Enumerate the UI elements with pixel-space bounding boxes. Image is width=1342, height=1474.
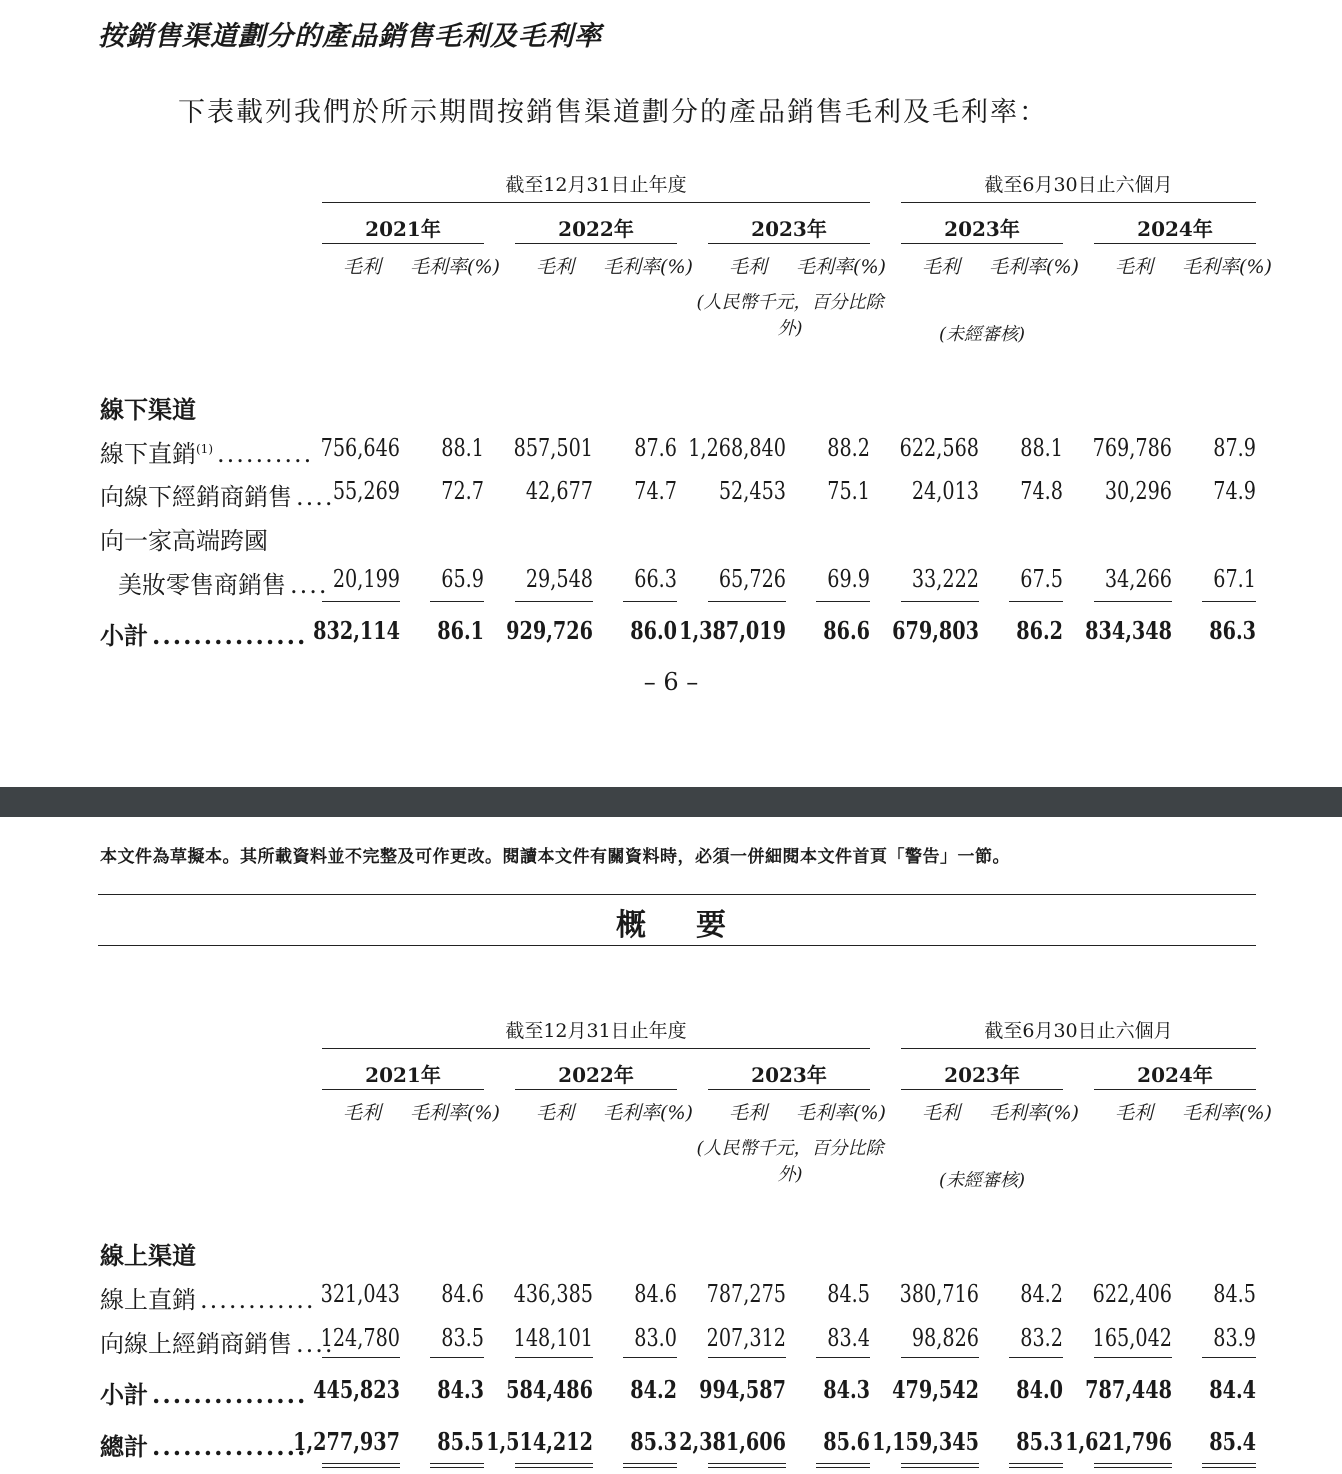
profit-cell: 124,780 bbox=[320, 1324, 400, 1352]
column-profit: 毛利 bbox=[921, 256, 960, 278]
column-margin: 毛利率(%) bbox=[1182, 1102, 1272, 1124]
profit-cell: 42,677 bbox=[525, 477, 593, 505]
profit-cell: 33,222 bbox=[911, 565, 979, 593]
profit-cell: 787,448 bbox=[1085, 1375, 1172, 1404]
unit-note: (人民幣千元，百分比除外) bbox=[696, 1138, 884, 1185]
row-label bbox=[100, 434, 313, 469]
margin-cell: 65.9 bbox=[441, 565, 484, 593]
margin-cell: 85.3 bbox=[1016, 1427, 1063, 1456]
profit-cell: 148,101 bbox=[513, 1324, 593, 1352]
period-half-header: 截至6月30日止六個月 bbox=[984, 1020, 1173, 1042]
profit-cell: 34,266 bbox=[1104, 565, 1172, 593]
margin-cell: 86.0 bbox=[630, 616, 677, 645]
margin-cell: 86.2 bbox=[1016, 616, 1063, 645]
margin-cell: 75.1 bbox=[827, 477, 870, 505]
column-profit: 毛利 bbox=[535, 1102, 574, 1124]
profit-cell: 1,514,212 bbox=[486, 1427, 593, 1456]
column-margin: 毛利率(%) bbox=[603, 1102, 693, 1124]
profit-cell: 24,013 bbox=[911, 477, 979, 505]
row-label bbox=[100, 1280, 316, 1315]
profit-cell: 52,453 bbox=[718, 477, 786, 505]
margin-cell: 88.1 bbox=[1020, 434, 1063, 462]
profit-cell: 436,385 bbox=[513, 1280, 593, 1308]
profit-cell: 1,268,840 bbox=[688, 434, 786, 462]
column-margin: 毛利率(%) bbox=[1182, 256, 1272, 278]
unaudited-note: (未經審核) bbox=[938, 324, 1026, 345]
margin-cell: 88.2 bbox=[827, 434, 870, 462]
margin-cell: 87.9 bbox=[1213, 434, 1256, 462]
column-profit: 毛利 bbox=[728, 1102, 767, 1124]
unit-note: (人民幣千元，百分比除外) bbox=[696, 292, 884, 339]
margin-cell: 83.4 bbox=[827, 1324, 870, 1352]
profit-cell: 1,277,937 bbox=[293, 1427, 400, 1456]
profit-cell: 787,275 bbox=[706, 1280, 786, 1308]
profit-cell: 857,501 bbox=[513, 434, 593, 462]
intro-text: 下表載列我們於所示期間按銷售渠道劃分的產品銷售毛利及毛利率： bbox=[178, 97, 1048, 128]
year-2021: 2021年 bbox=[365, 1063, 441, 1087]
margin-cell: 84.5 bbox=[827, 1280, 870, 1308]
column-profit: 毛利 bbox=[342, 256, 381, 278]
section-online: 線上渠道 bbox=[100, 1241, 196, 1270]
margin-cell: 85.3 bbox=[630, 1427, 677, 1456]
column-profit: 毛利 bbox=[1114, 256, 1153, 278]
year-2023: 2023年 bbox=[751, 1063, 827, 1087]
margin-cell: 67.1 bbox=[1213, 565, 1256, 593]
column-profit: 毛利 bbox=[728, 256, 767, 278]
profit-cell: 98,826 bbox=[911, 1324, 979, 1352]
row-label-text: 小計 bbox=[100, 621, 148, 650]
column-margin: 毛利率(%) bbox=[603, 256, 693, 278]
margin-cell: 85.6 bbox=[823, 1427, 870, 1456]
row-label-text: 小計 bbox=[100, 1380, 148, 1409]
column-profit: 毛利 bbox=[921, 1102, 960, 1124]
margin-cell: 88.1 bbox=[441, 434, 484, 462]
profit-cell: 479,542 bbox=[892, 1375, 979, 1404]
margin-cell: 84.3 bbox=[437, 1375, 484, 1404]
year-2023-half: 2023年 bbox=[944, 1063, 1020, 1087]
year-2022: 2022年 bbox=[558, 1063, 634, 1087]
profit-cell: 832,114 bbox=[313, 616, 400, 645]
margin-cell: 84.2 bbox=[630, 1375, 677, 1404]
profit-cell: 321,043 bbox=[320, 1280, 400, 1308]
period-year-header: 截至12月31日止年度 bbox=[505, 174, 687, 196]
row-label-text: 美妝零售商銷售 bbox=[118, 571, 286, 599]
profit-cell: 584,486 bbox=[506, 1375, 593, 1404]
section-offline: 線下渠道 bbox=[100, 395, 196, 424]
profit-cell: 1,387,019 bbox=[679, 616, 786, 645]
year-2021: 2021年 bbox=[365, 217, 441, 241]
page-divider bbox=[0, 787, 1342, 817]
margin-cell: 84.2 bbox=[1020, 1280, 1063, 1308]
column-profit: 毛利 bbox=[1114, 1102, 1153, 1124]
margin-cell: 84.6 bbox=[634, 1280, 677, 1308]
leader-dots: ............... bbox=[152, 1380, 308, 1409]
profit-cell: 30,296 bbox=[1104, 477, 1172, 505]
draft-disclaimer: 本文件為草擬本。其所載資料並不完整及可作更改。閱讀本文件有關資料時，必須一併細閱本文件首頁「警告」一節。 bbox=[100, 847, 1010, 867]
period-half-header: 截至6月30日止六個月 bbox=[984, 174, 1173, 196]
year-2023-half: 2023年 bbox=[944, 217, 1020, 241]
leader-dots: ............... bbox=[152, 621, 308, 650]
profit-cell: 929,726 bbox=[506, 616, 593, 645]
unaudited-note: (未經審核) bbox=[938, 1170, 1026, 1191]
column-profit: 毛利 bbox=[342, 1102, 381, 1124]
margin-cell: 85.4 bbox=[1209, 1427, 1256, 1456]
margin-cell: 74.7 bbox=[634, 477, 677, 505]
margin-cell: 66.3 bbox=[634, 565, 677, 593]
row-label-text: 總計 bbox=[100, 1432, 148, 1461]
profit-cell: 622,406 bbox=[1092, 1280, 1172, 1308]
column-profit: 毛利 bbox=[535, 256, 574, 278]
year-2022: 2022年 bbox=[558, 217, 634, 241]
margin-cell: 74.8 bbox=[1020, 477, 1063, 505]
leader-dots: .... bbox=[290, 571, 329, 599]
year-2024-half: 2024年 bbox=[1137, 217, 1213, 241]
column-margin: 毛利率(%) bbox=[410, 256, 500, 278]
margin-cell: 86.3 bbox=[1209, 616, 1256, 645]
row-label bbox=[100, 1427, 307, 1462]
margin-cell: 74.9 bbox=[1213, 477, 1256, 505]
margin-cell: 83.5 bbox=[441, 1324, 484, 1352]
column-margin: 毛利率(%) bbox=[989, 1102, 1079, 1124]
margin-cell: 83.0 bbox=[634, 1324, 677, 1352]
profit-cell: 2,381,606 bbox=[679, 1427, 786, 1456]
leader-dots: .... bbox=[296, 1330, 335, 1358]
summary-title: 概要 bbox=[616, 908, 776, 943]
row-label-text: 向線上經銷商銷售 bbox=[100, 1330, 292, 1358]
row-label-text: 線下直銷 bbox=[100, 440, 196, 468]
margin-cell: 83.9 bbox=[1213, 1324, 1256, 1352]
year-2023: 2023年 bbox=[751, 217, 827, 241]
period-year-header: 截至12月31日止年度 bbox=[505, 1020, 687, 1042]
column-margin: 毛利率(%) bbox=[989, 256, 1079, 278]
margin-cell: 84.4 bbox=[1209, 1375, 1256, 1404]
margin-cell: 83.2 bbox=[1020, 1324, 1063, 1352]
column-margin: 毛利率(%) bbox=[796, 1102, 886, 1124]
margin-cell: 87.6 bbox=[634, 434, 677, 462]
margin-cell: 86.1 bbox=[437, 616, 484, 645]
margin-cell: 84.6 bbox=[441, 1280, 484, 1308]
profit-cell: 994,587 bbox=[699, 1375, 786, 1404]
margin-cell: 72.7 bbox=[441, 477, 484, 505]
margin-cell: 67.5 bbox=[1020, 565, 1063, 593]
leader-dots: .......... bbox=[217, 440, 314, 468]
page-number: – 6 – bbox=[643, 668, 699, 696]
row-label-text: 向一家高端跨國 bbox=[100, 527, 268, 555]
row-label bbox=[100, 616, 307, 651]
profit-cell: 756,646 bbox=[320, 434, 400, 462]
leader-dots: ............ bbox=[200, 1286, 316, 1314]
margin-cell: 84.0 bbox=[1016, 1375, 1063, 1404]
profit-cell: 380,716 bbox=[899, 1280, 979, 1308]
margin-cell: 86.6 bbox=[823, 616, 870, 645]
row-label bbox=[100, 521, 268, 556]
year-2024-half: 2024年 bbox=[1137, 1063, 1213, 1087]
profit-cell: 445,823 bbox=[313, 1375, 400, 1404]
profit-cell: 29,548 bbox=[525, 565, 593, 593]
profit-cell: 679,803 bbox=[892, 616, 979, 645]
column-margin: 毛利率(%) bbox=[410, 1102, 500, 1124]
profit-cell: 165,042 bbox=[1092, 1324, 1172, 1352]
section-title: 按銷售渠道劃分的產品銷售毛利及毛利率 bbox=[98, 21, 602, 52]
margin-cell: 84.5 bbox=[1213, 1280, 1256, 1308]
profit-cell: 207,312 bbox=[706, 1324, 786, 1352]
profit-cell: 1,621,796 bbox=[1065, 1427, 1172, 1456]
profit-cell: 834,348 bbox=[1085, 616, 1172, 645]
margin-cell: 85.5 bbox=[437, 1427, 484, 1456]
row-label-text: 線上直銷 bbox=[100, 1286, 196, 1314]
margin-cell: 84.3 bbox=[823, 1375, 870, 1404]
profit-cell: 65,726 bbox=[718, 565, 786, 593]
leader-dots: ............... bbox=[152, 1432, 308, 1461]
profit-cell: 769,786 bbox=[1092, 434, 1172, 462]
profit-cell: 622,568 bbox=[899, 434, 979, 462]
row-label-text: 向線下經銷商銷售 bbox=[100, 483, 292, 511]
margin-cell: 69.9 bbox=[827, 565, 870, 593]
profit-cell: 20,199 bbox=[332, 565, 400, 593]
row-label bbox=[100, 1375, 307, 1410]
footnote-marker: (1) bbox=[196, 442, 213, 456]
profit-cell: 55,269 bbox=[332, 477, 400, 505]
leader-dots: .... bbox=[296, 483, 335, 511]
column-margin: 毛利率(%) bbox=[796, 256, 886, 278]
profit-cell: 1,159,345 bbox=[872, 1427, 979, 1456]
